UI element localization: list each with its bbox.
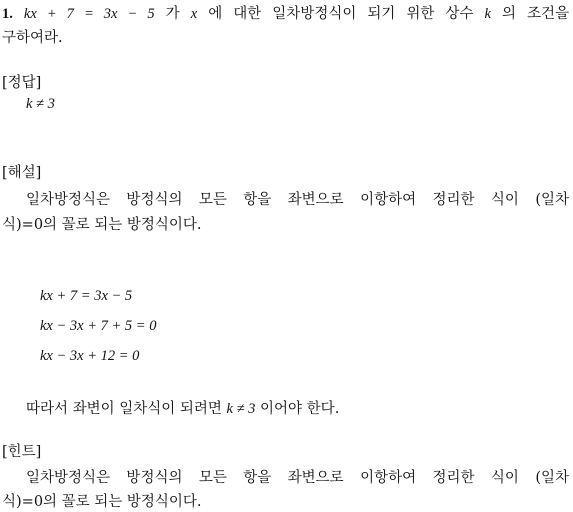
- problem-text-end: 의 조건을: [502, 6, 570, 22]
- problem-equation: kx + 7 = 3x − 5: [23, 6, 155, 22]
- conclusion-line: [26, 397, 339, 418]
- problem-var-k: k: [484, 6, 491, 22]
- answer-value: k ≠ 3: [26, 96, 55, 112]
- hint-para-line-2: 식)=0의 꼴로 되는 방정식이다.: [2, 494, 202, 510]
- equation-step-1: kx + 7 = 3x − 5: [40, 288, 133, 304]
- explanation-header: [해설]: [2, 165, 42, 181]
- problem-text-ga: 가: [165, 6, 180, 22]
- explanation-para-line-2: 식)=0의 꼴로 되는 방정식이다.: [2, 217, 202, 233]
- problem-line-2: 구하여라.: [2, 30, 63, 46]
- problem-text-middle: 에 대한 일차방정식이 되기 위한 상수: [208, 6, 474, 22]
- equation-step-3: kx − 3x + 12 = 0: [40, 348, 140, 364]
- conclusion-suffix: 이어야 한다.: [260, 401, 340, 417]
- problem-var-x: x: [190, 6, 198, 22]
- problem-line-1: [2, 2, 569, 23]
- hint-header: [힌트]: [2, 444, 42, 460]
- problem-number: 1.: [2, 6, 13, 22]
- answer-header: [정답]: [2, 75, 42, 91]
- conclusion-prefix: 따라서 좌변이 일차식이 되려면: [26, 401, 222, 417]
- conclusion-math: k ≠ 3: [226, 401, 256, 417]
- hint-para-line-1: 일차방정식은 방정식의 모든 항을 좌변으로 이항하여 정리한 식이 (일차: [26, 470, 569, 486]
- explanation-para-line-1: 일차방정식은 방정식의 모든 항을 좌변으로 이항하여 정리한 식이 (일차: [26, 192, 569, 208]
- equation-step-2: kx − 3x + 7 + 5 = 0: [40, 318, 157, 334]
